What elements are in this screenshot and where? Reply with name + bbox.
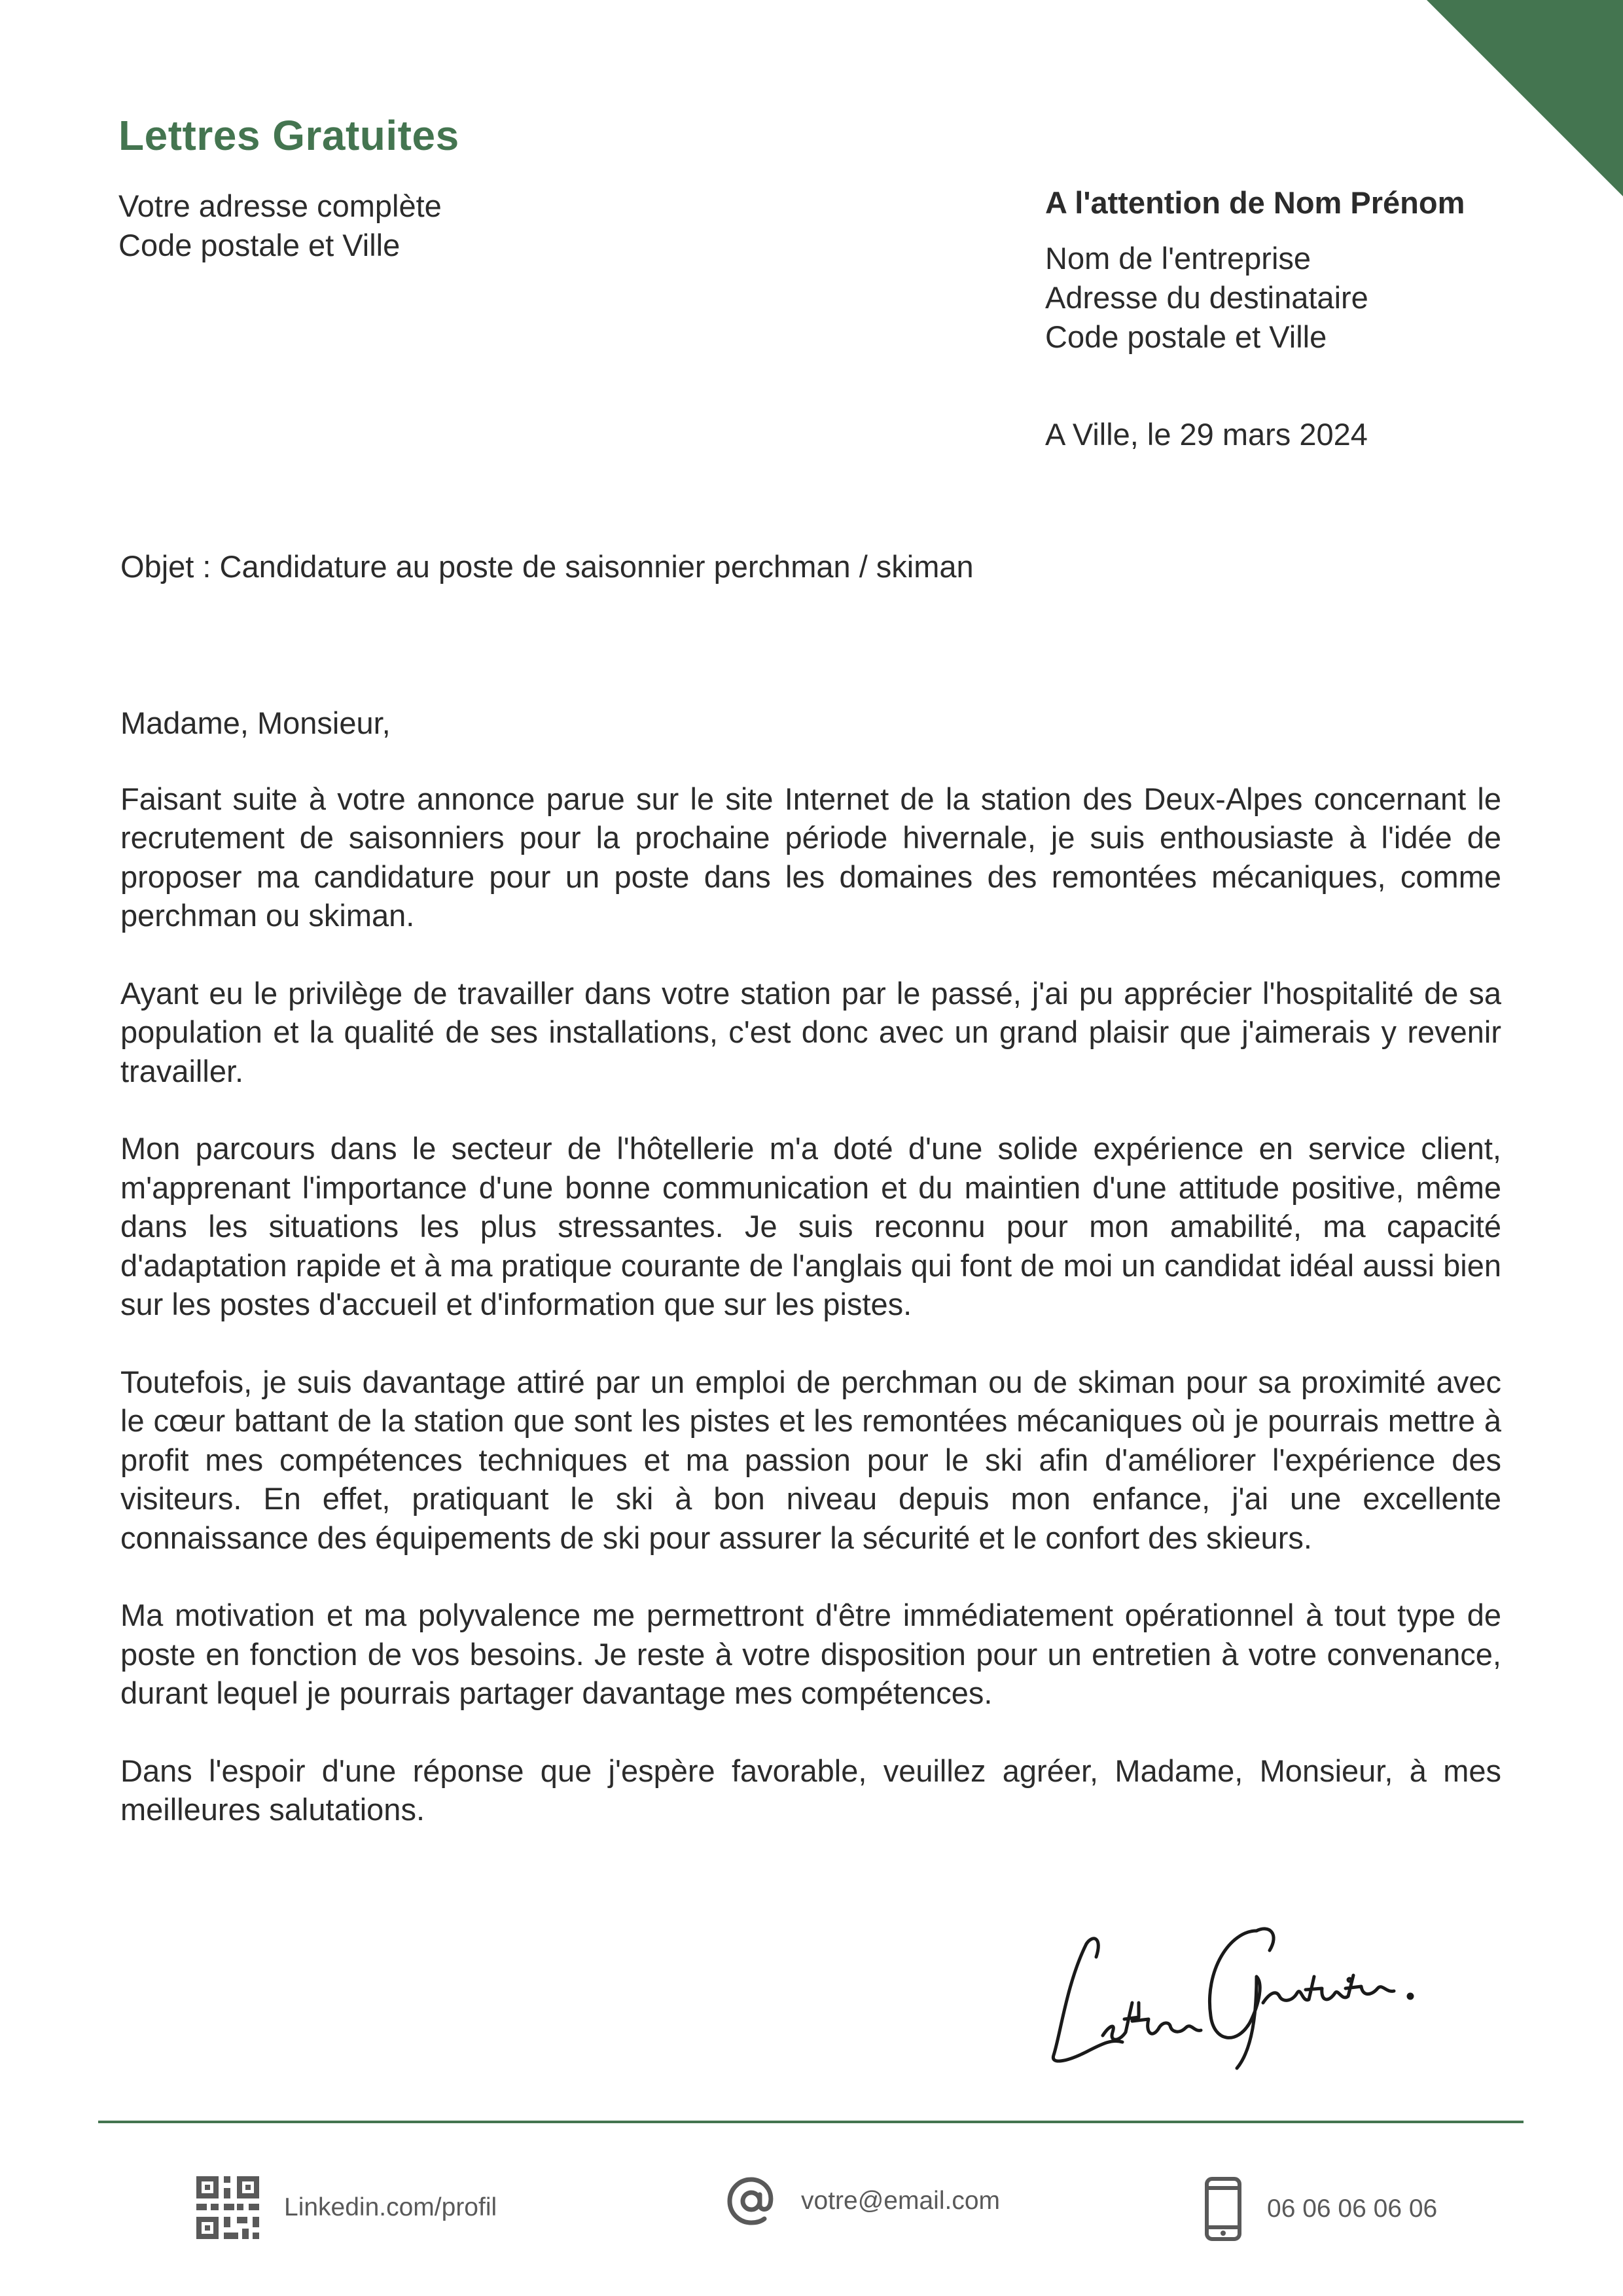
footer-email <box>726 2176 1000 2226</box>
brand-title: Lettres Gratuites <box>118 112 459 159</box>
recipient-block <box>1045 183 1569 357</box>
body-paragraph: Ayant eu le privilège de travailler dans votre station par le passé, j'ai pu apprécier l'hospitalité de sa population et la qualité de ses installations, c'est donc avec un grand plaisir que j'aimerais y revenir travailler. <box>120 975 1501 1088</box>
body-paragraph: Faisant suite à votre annonce parue sur le site Internet de la station des Deux-Alpes concernant le recrutement de saisonniers pour la prochaine période hivernale, je suis enthousiaste à l'idée de proposer ma candidature pour un poste dans les domaines des remontées mécaniques, comme perchman ou skiman. <box>120 781 1501 933</box>
body-paragraph: Toutefois, je suis davantage attiré par un emploi de perchman ou de skiman pour sa proximité avec le cœur battant de la station que sont les pistes et les remontées mécaniques où je pourrais mettre à profit mes compétences techniques et ma passion pour le ski afin d'améliorer l'expérience des visiteurs. En effet, pratiquant le ski à bon niveau depuis mon enfance, j'ai une excellente connaissance des équipements de ski pour assurer la sécurité et le confort des skieurs. <box>120 1364 1501 1555</box>
salutation: Madame, Monsieur, <box>120 706 391 740</box>
sender-address-line1: Votre adresse complète <box>118 188 442 223</box>
recipient-company: Nom de l'entreprise <box>1045 241 1311 276</box>
mobile-phone-icon <box>1204 2176 1242 2242</box>
at-sign-icon <box>726 2176 776 2226</box>
footer-phone-label: 06 06 06 06 06 <box>1267 2195 1438 2223</box>
recipient-address: Adresse du destinataire <box>1045 280 1368 315</box>
handwritten-signature <box>1041 1905 1420 2075</box>
sender-address-line2: Code postale et Ville <box>118 228 401 262</box>
footer-divider <box>98 2121 1524 2123</box>
letter-body <box>120 704 1501 1868</box>
qr-code-icon <box>196 2176 259 2239</box>
footer-linkedin-label: Linkedin.com/profil <box>284 2193 497 2221</box>
body-paragraph: Dans l'espoir d'une réponse que j'espère favorable, veuillez agréer, Madame, Monsieur, à mes meilleures salutations. <box>120 1753 1501 1827</box>
footer-linkedin <box>196 2176 497 2239</box>
sender-block <box>118 187 442 265</box>
recipient-city: Code postale et Ville <box>1045 319 1327 354</box>
recipient-attention: A l'attention de Nom Prénom <box>1045 185 1465 220</box>
body-paragraph: Mon parcours dans le secteur de l'hôtellerie m'a doté d'une solide expérience en service client, m'apprenant l'importance d'une bonne communication et du maintien d'une attitude positive, même dans les situations les plus stressantes. Je suis reconnu pour mon amabilité, ma capacité d'adaptation rapide et à ma pratique courante de l'anglais qui font de moi un candidat idéal aussi bien sur les postes d'accueil et d'information que sur les pistes. <box>120 1131 1501 1321</box>
body-paragraph: Ma motivation et ma polyvalence me permettront d'être immédiatement opérationnel à tout type de poste en fonction de vos besoins. Je reste à votre disposition pour un entretien à votre convenance, durant lequel je pourrais partager davantage mes compétences. <box>120 1598 1501 1710</box>
letter-date: A Ville, le 29 mars 2024 <box>1045 417 1368 452</box>
corner-triangle-decoration <box>1427 0 1623 196</box>
footer-email-label: votre@email.com <box>801 2187 1001 2215</box>
footer-phone <box>1204 2176 1437 2242</box>
letter-subject: Objet : Candidature au poste de saisonnier perchman / skiman <box>120 549 974 584</box>
